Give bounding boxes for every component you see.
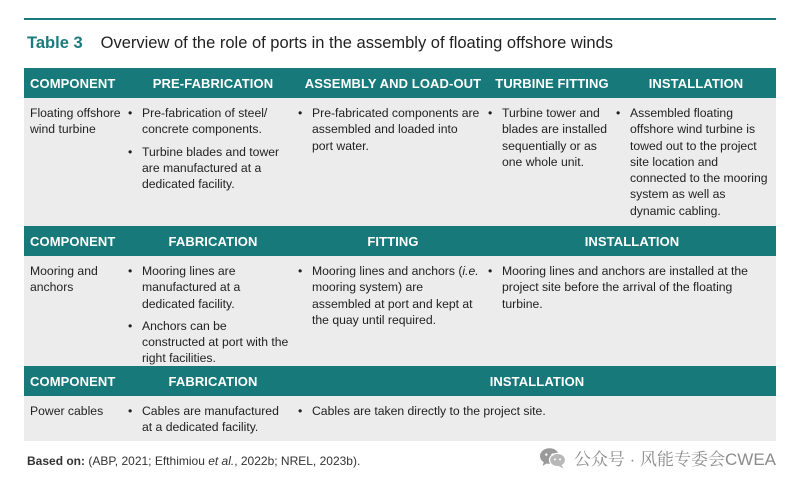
table-caption — [27, 34, 613, 53]
header-cell: PRE-FABRICATION — [152, 75, 274, 91]
source-text: (ABP, 2021; Efthimiou — [85, 454, 209, 468]
bullet-item: • Assembled floating offshore wind turbine is towed out to the project site location and connected to the mooring system as well as dynamic cabling. — [616, 105, 770, 219]
header-cell: INSTALLATION — [648, 75, 744, 91]
table-row — [24, 98, 776, 226]
component-cell: Floating offshore wind turbine — [30, 106, 121, 137]
top-rule — [24, 18, 776, 20]
section-header-turbine — [24, 68, 776, 98]
header-cell: TURBINE FITTING — [495, 75, 609, 91]
header-cell: COMPONENT — [30, 373, 116, 389]
header-cell: FITTING — [367, 233, 419, 249]
header-cell: COMPONENT — [30, 75, 116, 91]
header-cell: ASSEMBLY AND LOAD-OUT — [304, 75, 482, 91]
source-italic: et al. — [208, 454, 235, 468]
table-title: Overview of the role of ports in the assembly of floating offshore winds — [100, 34, 614, 52]
pre-fabrication-cell — [128, 98, 298, 226]
section-header-mooring — [24, 226, 776, 256]
bullet-item: • Cables are manufactured at a dedicated facility. — [128, 403, 292, 436]
bullet-item: • Mooring lines are manufactured at a dedicated facility. — [128, 263, 292, 312]
fitting-cell — [298, 256, 488, 366]
bullet-item: • Turbine blades and tower are manufactured at a dedicated facility. — [128, 144, 292, 193]
ports-table — [24, 68, 776, 441]
bullet-item: • Cables are taken directly to the project site. — [298, 403, 770, 419]
source-text-end: , 2022b; NREL, 2023b). — [234, 454, 361, 468]
component-cell: Mooring and anchors — [30, 264, 98, 295]
table-number: Table 3 — [27, 34, 83, 52]
fabrication-cell — [128, 396, 298, 441]
watermark — [539, 445, 776, 470]
bullet-item: • Pre-fabricated components are assembled and loaded into port water. — [298, 105, 482, 154]
header-cell: FABRICATION — [168, 233, 258, 249]
fabrication-cell — [128, 256, 298, 366]
watermark-text: 公众号 · 风能专委会CWEA — [573, 450, 776, 469]
header-cell: INSTALLATION — [489, 373, 585, 389]
bullet-item: • Anchors can be constructed at port with the right facilities. — [128, 318, 292, 367]
installation-cell — [488, 256, 776, 366]
source-label: Based on: — [27, 454, 86, 468]
bullet-item: • Mooring lines and anchors are installed at the project site before the arrival of the floating turbine. — [488, 263, 770, 312]
section-header-cables — [24, 366, 776, 396]
bullet-item: • Mooring lines and anchors (i.e. mooring system) are assembled at port and kept at the quay until required. — [298, 263, 482, 328]
header-cell: COMPONENT — [30, 233, 116, 249]
component-cell: Power cables — [30, 404, 104, 418]
table-row — [24, 256, 776, 366]
header-cell: FABRICATION — [168, 373, 258, 389]
installation-cell — [616, 98, 776, 226]
assembly-cell — [298, 98, 488, 226]
source-note — [27, 454, 360, 468]
bullet-item: • Pre-fabrication of steel/ concrete components. — [128, 105, 292, 138]
bullet-item: • Turbine tower and blades are installed sequentially or as one whole unit. — [488, 105, 610, 170]
header-cell: INSTALLATION — [584, 233, 680, 249]
installation-cell — [298, 396, 776, 441]
turbine-fitting-cell — [488, 98, 616, 226]
table-row — [24, 396, 776, 441]
wechat-icon — [539, 447, 567, 469]
